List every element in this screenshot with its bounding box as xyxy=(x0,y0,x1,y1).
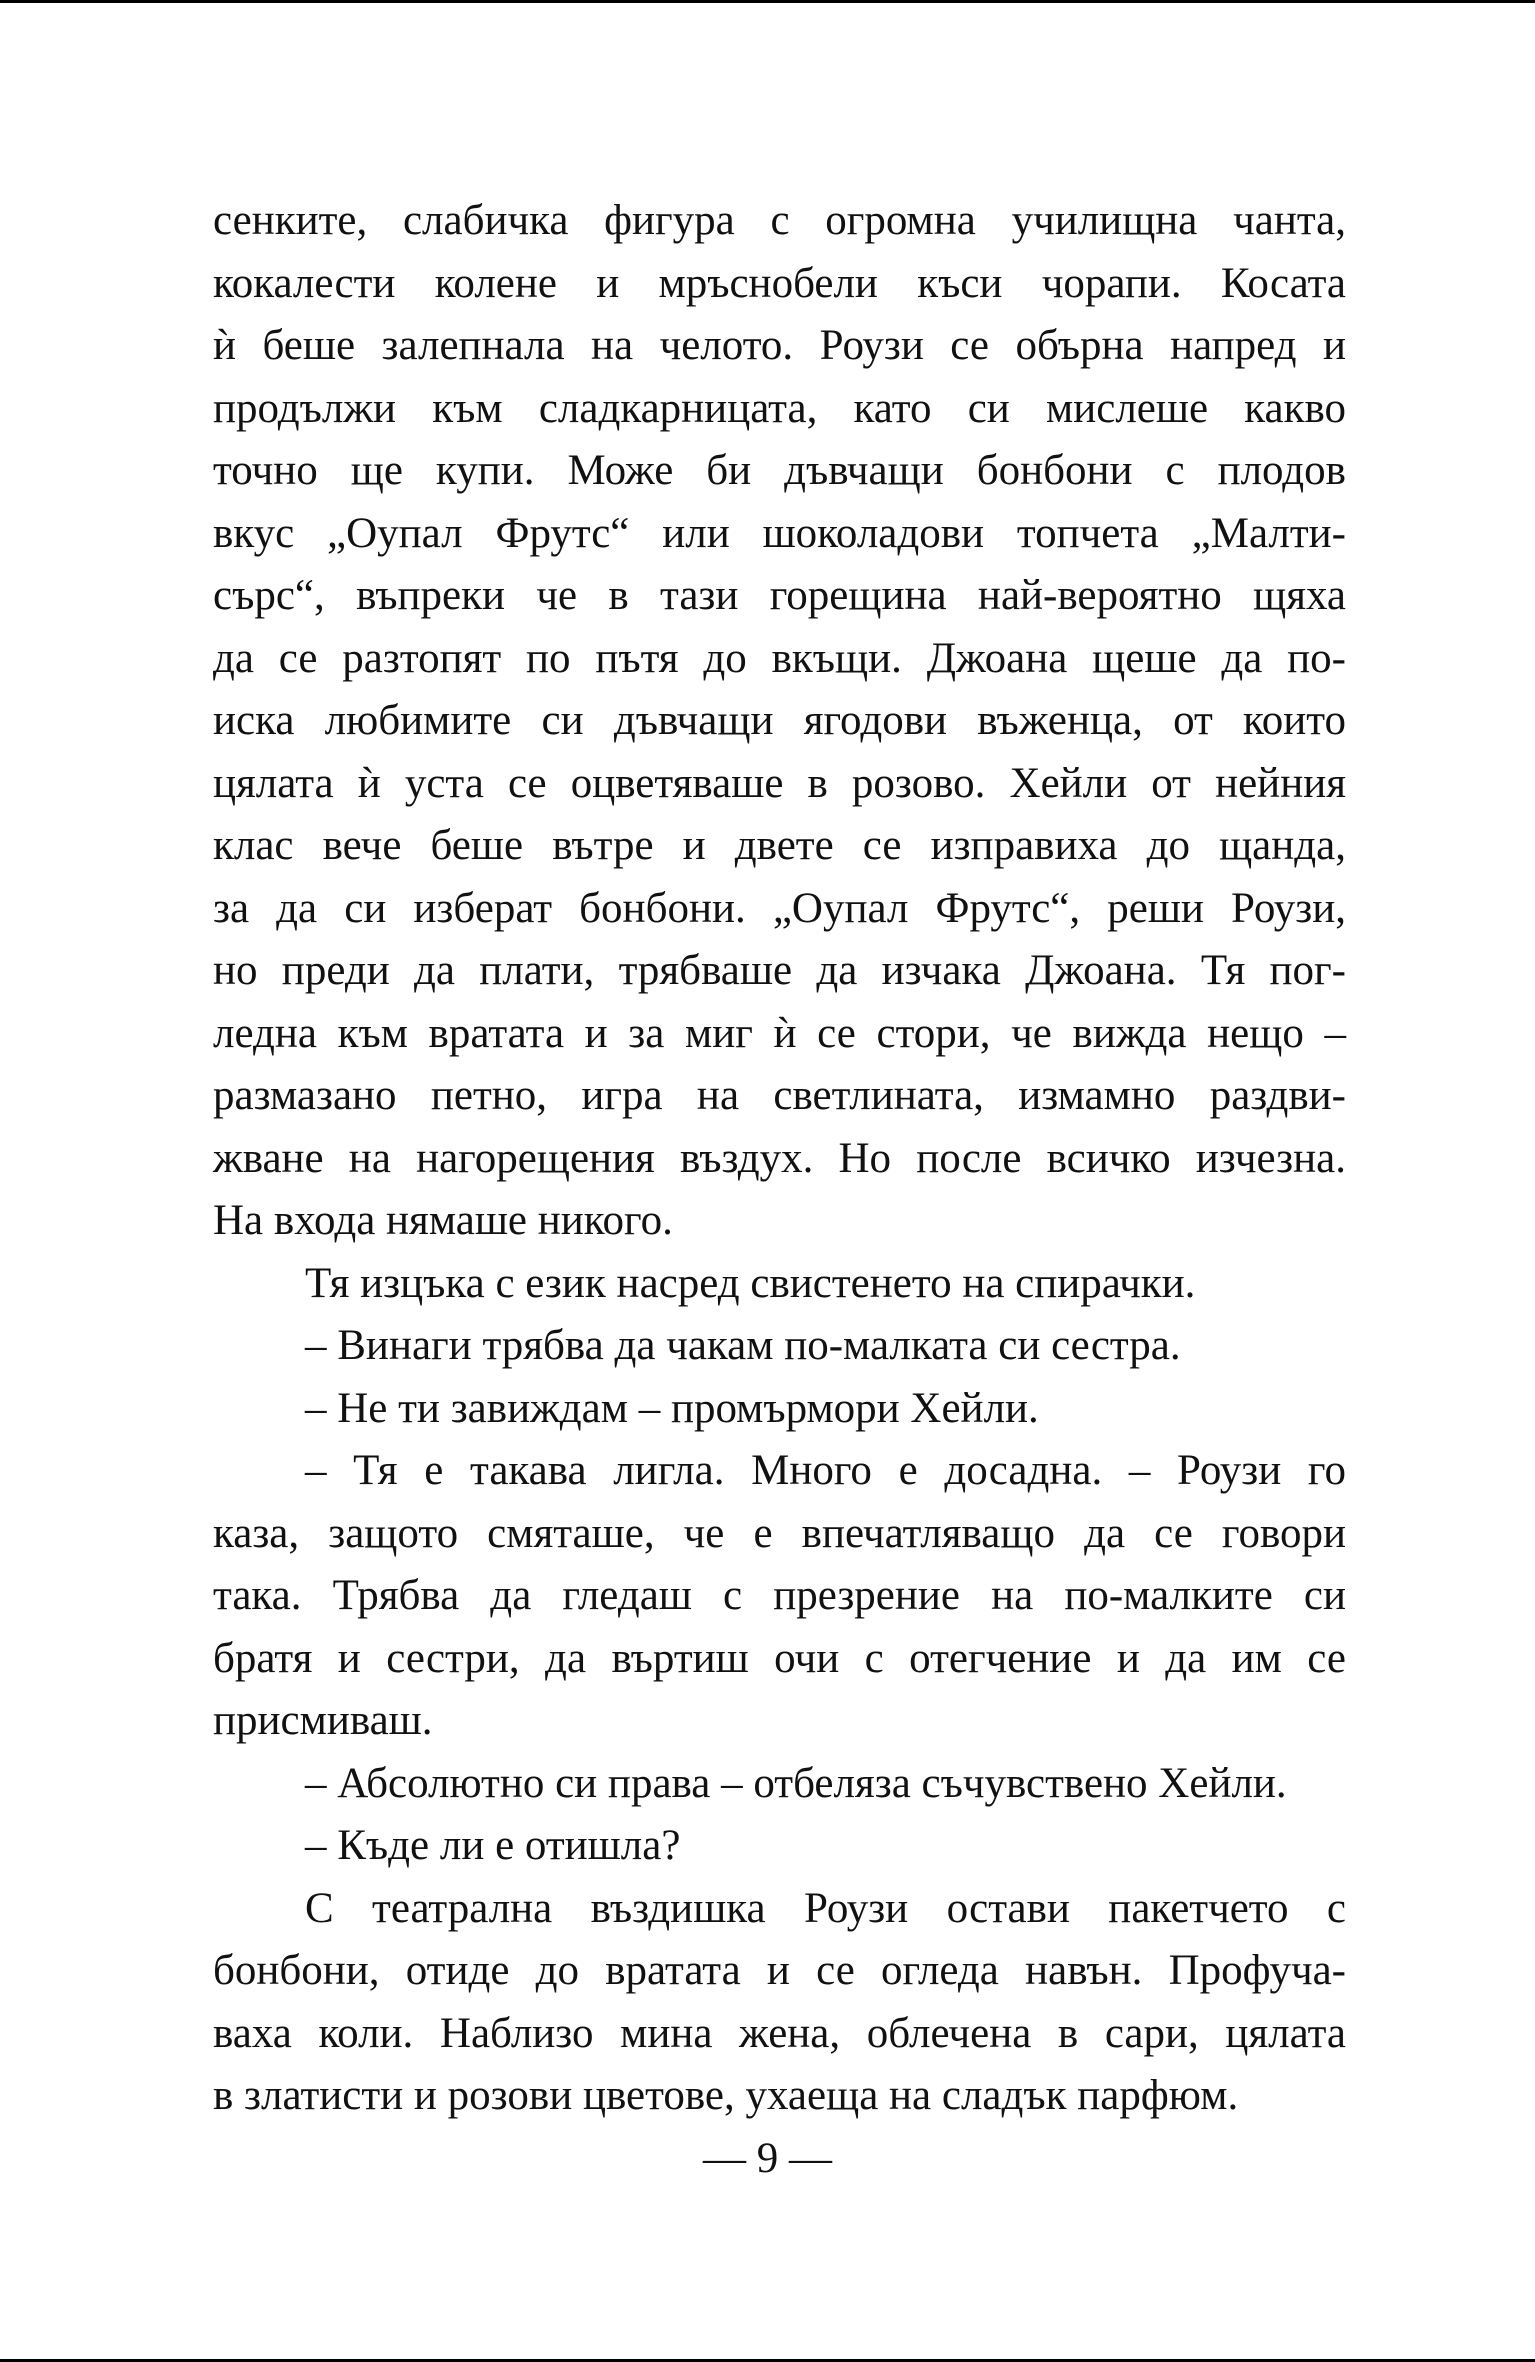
text-line: цялата ѝ уста се оцветяваше в розово. Хейли от нейния xyxy=(213,759,1346,807)
paragraph xyxy=(213,1815,1346,1878)
text-line: но преди да плати, трябваше да изчака Джоана. Тя пог- xyxy=(213,947,1346,994)
text-line: за да си изберат бонбони. „Оупал Фрутс“, реши Роузи, xyxy=(213,884,1346,932)
text-line: сърс“, въпреки че в тази горещина най-вероятно щяха xyxy=(213,572,1346,619)
text-line: – Къде ли е отишла? xyxy=(305,1822,681,1869)
paragraph xyxy=(213,1378,1346,1441)
top-border-line xyxy=(0,0,1535,3)
text-line: иска любимите си дъвчащи ягодови въженца, от които xyxy=(213,697,1346,744)
text-line: ледна към вратата и за миг ѝ се стори, че вижда нещо – xyxy=(213,1009,1346,1057)
paragraph xyxy=(213,1440,1346,1753)
text-line: в златисти и розови цветове, ухаеща на сладък парфюм. xyxy=(213,2072,1239,2119)
text-line: Тя изцъка с език насред свистенето на спирачки. xyxy=(305,1259,1196,1307)
text-line: сенките, слабичка фигура с огромна училищна чанта, xyxy=(213,197,1346,244)
text-line: На входа нямаше никого. xyxy=(213,1197,673,1244)
text-line: – Винаги трябва да чакам по-малката си сестра. xyxy=(305,1322,1181,1369)
text-line: точно ще купи. Може би дъвчащи бонбони с плодов xyxy=(213,447,1346,494)
page-number: — 9 — xyxy=(703,2135,832,2182)
paragraph xyxy=(213,1753,1346,1816)
paragraph xyxy=(213,1253,1346,1316)
text-line: – Тя е такава лигла. Много е досадна. – Роузи го xyxy=(305,1447,1346,1494)
text-line: ваха коли. Наблизо мина жена, облечена в сари, цялата xyxy=(213,2009,1346,2057)
text-line: размазано петно, игра на светлината, измамно раздви- xyxy=(213,1072,1346,1119)
text-line: бонбони, отиде до вратата и се огледа навън. Профуча- xyxy=(213,1947,1346,1994)
paragraph xyxy=(213,1315,1346,1378)
text-line: вкус „Оупал Фрутс“ или шоколадови топчета „Малти- xyxy=(213,509,1346,557)
text-line: С театрална въздишка Роузи остави пакетчето с xyxy=(305,1884,1346,1932)
text-line: жване на нагорещения въздух. Но после всичко изчезна. xyxy=(213,1134,1346,1182)
text-line: ѝ беше залепнала на челото. Роузи се обърна напред и xyxy=(213,322,1346,369)
page-body-text xyxy=(213,190,1346,2128)
text-line: – Не ти завиждам – промърмори Хейли. xyxy=(305,1384,1039,1432)
text-line: присмиваш. xyxy=(213,1697,433,1744)
paragraph xyxy=(213,190,1346,1253)
text-line: – Абсолютно си права – отбеляза съчувствено Хейли. xyxy=(305,1759,1287,1807)
text-line: да се разтопят по пътя до вкъщи. Джоана щеше да по- xyxy=(213,634,1346,682)
text-line: продължи към сладкарницата, като си мислеше какво xyxy=(213,384,1346,432)
text-line: братя и сестри, да въртиш очи с отегчение и да им се xyxy=(213,1634,1346,1682)
text-line: кокалести колене и мръснобели къси чорапи. Косата xyxy=(213,259,1346,307)
paragraph xyxy=(213,1878,1346,2128)
text-line: клас вече беше вътре и двете се изправиха до щанда, xyxy=(213,822,1346,869)
text-line: каза, защото смяташе, че е впечатляващо да се говори xyxy=(213,1509,1346,1557)
text-line: така. Трябва да гледаш с презрение на по-малките си xyxy=(213,1572,1346,1619)
